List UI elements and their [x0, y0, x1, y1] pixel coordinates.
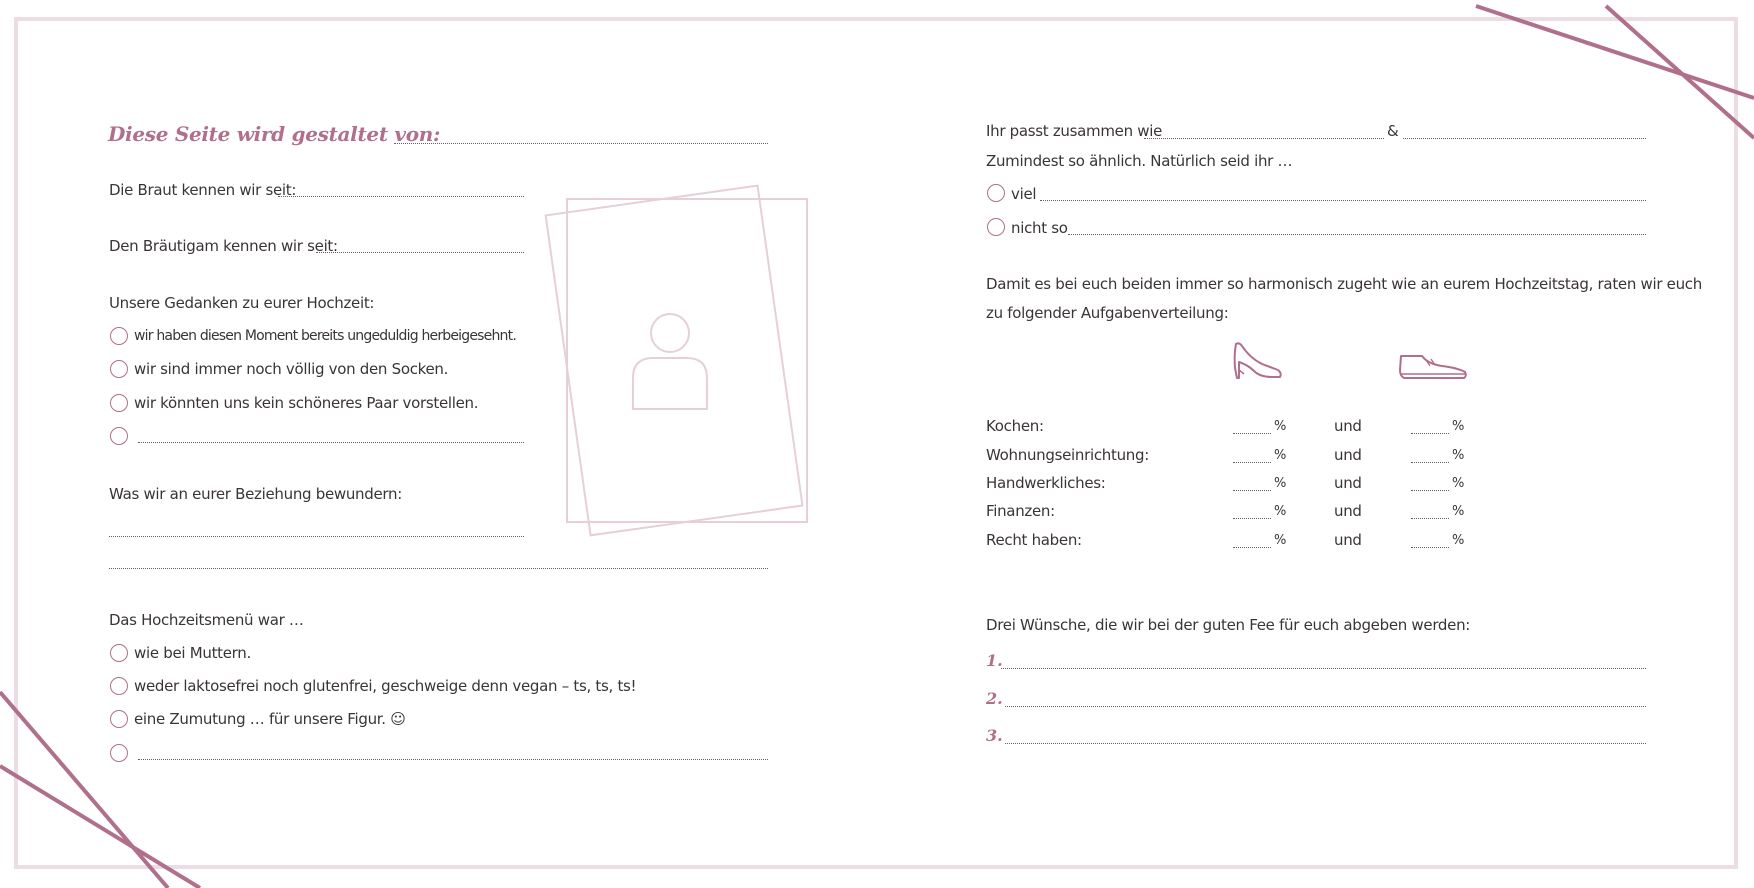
thoughts-option-3-checkbox[interactable] — [110, 394, 128, 412]
match-label: Ihr passt zusammen wie — [986, 122, 1163, 140]
task-finanzen-his-pct: % — [1452, 504, 1465, 519]
menu-option-4-checkbox[interactable] — [110, 744, 128, 762]
menu-label: Das Hochzeitsmenü war … — [109, 611, 304, 629]
task-wohnung-and: und — [1334, 446, 1362, 464]
nicht-so-field[interactable] — [1068, 234, 1646, 235]
ampersand: & — [1387, 122, 1399, 140]
task-wohnung-her-pct: % — [1274, 448, 1287, 463]
photo-placeholder[interactable] — [530, 180, 810, 550]
menu-custom-field[interactable] — [138, 759, 768, 760]
menu-option-3-label: eine Zumutung … für unsere Figur. ☺ — [134, 710, 406, 728]
corner-line-bottom-2 — [0, 766, 200, 888]
menu-option-3-checkbox[interactable] — [110, 710, 128, 728]
corner-line-top-2 — [1606, 6, 1754, 138]
task-handwerk-his-pct: % — [1452, 476, 1465, 491]
task-label-finanzen: Finanzen: — [986, 502, 1055, 520]
task-handwerk-and: und — [1334, 474, 1362, 492]
task-finanzen-and: und — [1334, 502, 1362, 520]
task-kochen-and: und — [1334, 417, 1362, 435]
thoughts-option-4-checkbox[interactable] — [110, 427, 128, 445]
admire-field-2[interactable] — [109, 568, 768, 569]
menu-option-2-checkbox[interactable] — [110, 677, 128, 695]
wish-number-3: 3. — [986, 726, 1003, 745]
thoughts-option-2-checkbox[interactable] — [110, 360, 128, 378]
task-handwerk-his-field[interactable] — [1411, 490, 1449, 491]
high-heel-shoe-icon — [1232, 340, 1284, 382]
task-finanzen-her-pct: % — [1274, 504, 1287, 519]
wish-field-2[interactable] — [1005, 706, 1646, 707]
thoughts-option-3-label: wir könnten uns kein schöneres Paar vorstellen. — [134, 394, 479, 412]
thoughts-option-2-label: wir sind immer noch völlig von den Socken. — [134, 360, 449, 378]
task-recht-and: und — [1334, 531, 1362, 549]
thoughts-option-1-label: wir haben diesen Moment bereits ungeduldig herbeigesehnt. — [134, 328, 516, 344]
groom-label: Den Bräutigam kennen wir seit: — [109, 237, 338, 255]
task-recht-his-field[interactable] — [1411, 547, 1449, 548]
wish-field-1[interactable] — [1001, 668, 1646, 669]
wish-number-2: 2. — [986, 689, 1003, 708]
designer-name-line[interactable] — [394, 143, 768, 144]
task-finanzen-her-field[interactable] — [1233, 518, 1271, 519]
person-placeholder-icon — [633, 314, 707, 409]
menu-option-1-label: wie bei Muttern. — [134, 644, 251, 662]
task-recht-her-pct: % — [1274, 533, 1287, 548]
task-kochen-her-pct: % — [1274, 419, 1287, 434]
wishes-label: Drei Wünsche, die wir bei der guten Fee für euch abgeben werden: — [986, 616, 1471, 634]
task-recht-her-field[interactable] — [1233, 547, 1271, 548]
nicht-so-label: nicht so — [1011, 219, 1068, 237]
task-kochen-his-pct: % — [1452, 419, 1465, 434]
thoughts-label: Unsere Gedanken zu eurer Hochzeit: — [109, 294, 375, 312]
harmony-text-line1: Damit es bei euch beiden immer so harmonisch zugeht wie an eurem Hochzeitstag, raten wir euch — [986, 275, 1702, 293]
bride-label: Die Braut kennen wir seit: — [109, 181, 297, 199]
similar-text: Zumindest so ähnlich. Natürlich seid ihr … — [986, 152, 1293, 170]
photo-frame-back — [567, 199, 807, 522]
groom-field[interactable] — [316, 252, 524, 253]
wish-field-3[interactable] — [1005, 743, 1646, 744]
match-field-2[interactable] — [1403, 138, 1646, 139]
admire-field-1[interactable] — [109, 536, 524, 537]
wish-number-1: 1. — [986, 651, 1003, 670]
task-finanzen-his-field[interactable] — [1411, 518, 1449, 519]
bride-field[interactable] — [278, 196, 524, 197]
thoughts-custom-field[interactable] — [138, 442, 524, 443]
photo-frame-tilted — [546, 186, 803, 536]
task-wohnung-his-pct: % — [1452, 448, 1465, 463]
harmony-text-line2: zu folgender Aufgabenverteilung: — [986, 304, 1229, 322]
task-label-kochen: Kochen: — [986, 417, 1044, 435]
viel-checkbox[interactable] — [987, 184, 1005, 202]
viel-label: viel — [1011, 185, 1037, 203]
task-label-wohnung: Wohnungseinrichtung: — [986, 446, 1149, 464]
viel-field[interactable] — [1040, 200, 1646, 201]
thoughts-option-1-checkbox[interactable] — [110, 327, 128, 345]
task-wohnung-his-field[interactable] — [1411, 462, 1449, 463]
task-wohnung-her-field[interactable] — [1233, 462, 1271, 463]
corner-line-top-1 — [1476, 6, 1754, 98]
match-field-1[interactable] — [1144, 138, 1384, 139]
task-handwerk-her-field[interactable] — [1233, 490, 1271, 491]
nicht-so-checkbox[interactable] — [987, 218, 1005, 236]
task-label-handwerk: Handwerkliches: — [986, 474, 1106, 492]
task-label-recht: Recht haben: — [986, 531, 1082, 549]
menu-option-2-label: weder laktosefrei noch glutenfrei, geschweige denn vegan – ts, ts, ts! — [134, 677, 637, 695]
task-recht-his-pct: % — [1452, 533, 1465, 548]
mens-shoe-icon — [1398, 350, 1470, 380]
page-title: Diese Seite wird gestaltet von: — [108, 122, 441, 146]
task-kochen-his-field[interactable] — [1411, 433, 1449, 434]
task-kochen-her-field[interactable] — [1233, 433, 1271, 434]
menu-option-1-checkbox[interactable] — [110, 644, 128, 662]
admire-label: Was wir an eurer Beziehung bewundern: — [109, 485, 402, 503]
task-handwerk-her-pct: % — [1274, 476, 1287, 491]
